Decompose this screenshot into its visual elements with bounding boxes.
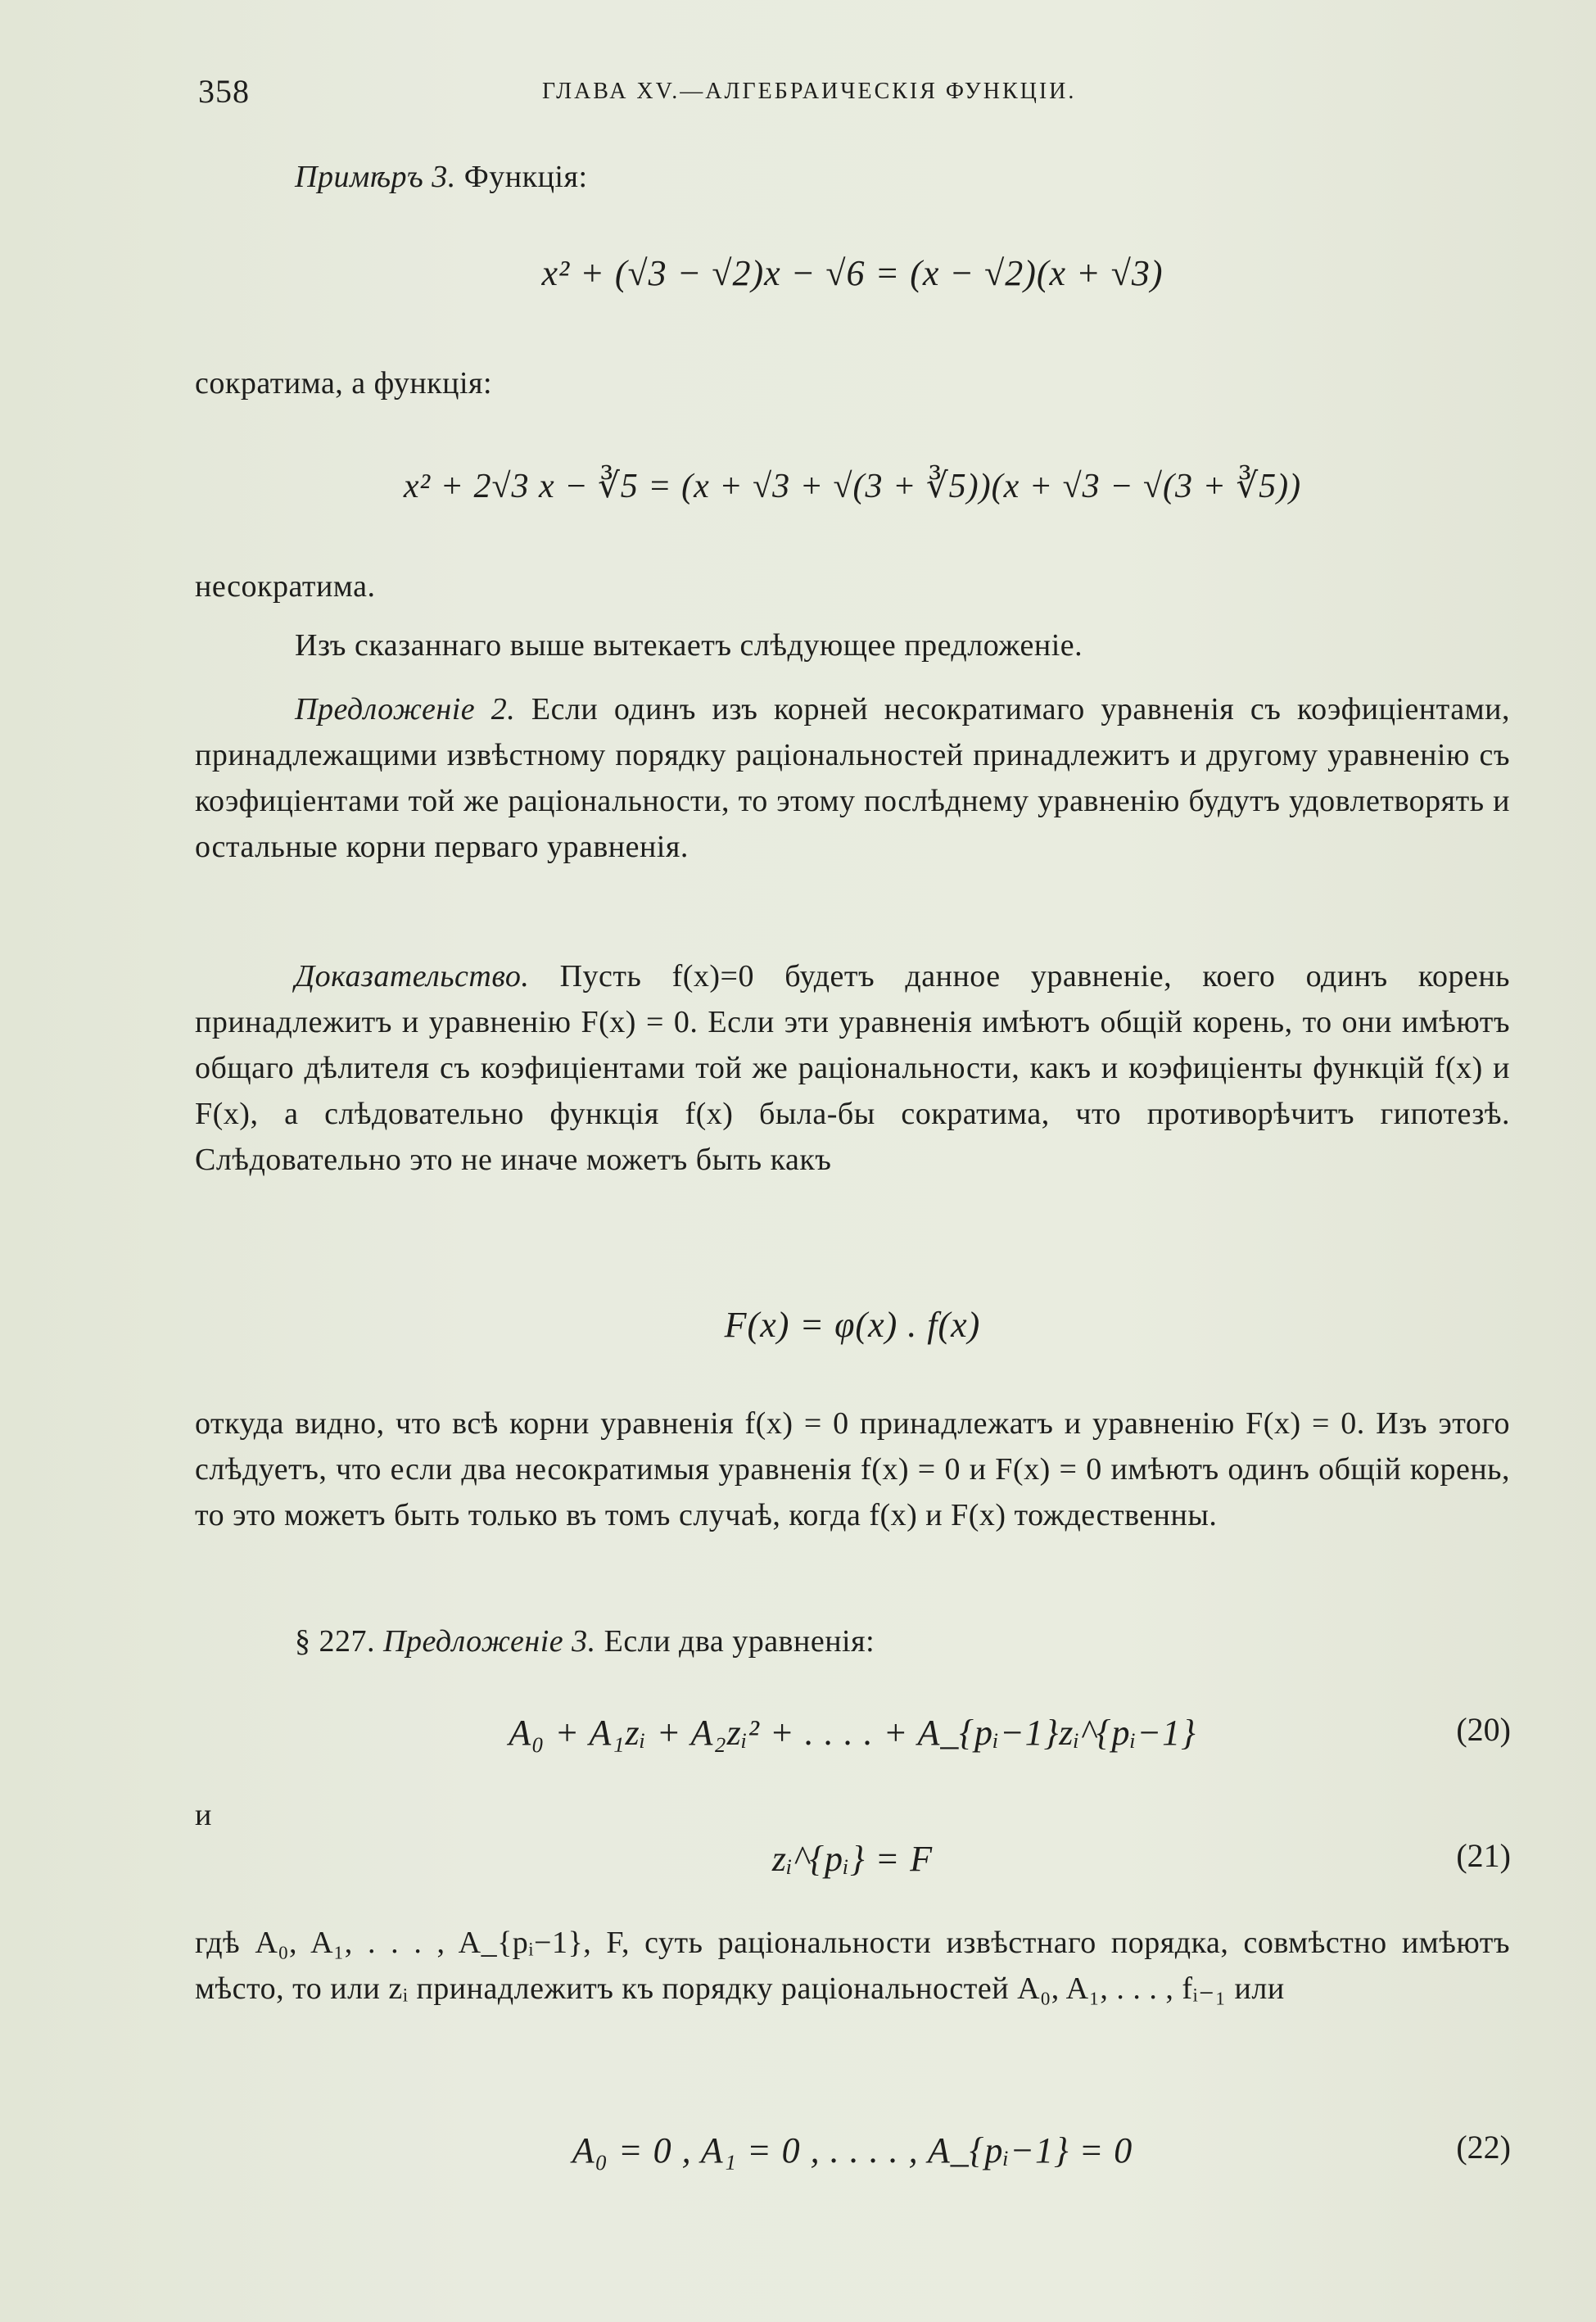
i-word: и	[195, 1798, 212, 1832]
izsk-paragraph	[195, 622, 1510, 668]
section-227-paragraph	[195, 1618, 1510, 1664]
otkuda-text: откуда видно, что всѣ корни уравненія f(x) = 0 принадлежатъ и уравненію F(x) = 0. Изъ этого слѣдуетъ, что если два несократимыя уравненія f(x) = 0 и F(x) = 0 имѣютъ одинъ общій корень, то это можетъ быть только въ томъ случаѣ, когда f(x) и F(x) тождественны.	[195, 1406, 1510, 1532]
gde-text: гдѣ A₀, A₁, . . . , A_{pᵢ−1}, F, суть раціональности извѣстнаго порядка, совмѣстно имѣютъ мѣсто, то или zᵢ принадлежитъ къ порядку раціональностей A₀, A₁, . . . , fᵢ₋₁ или	[195, 1926, 1510, 2006]
proof-lead: Доказательство.	[295, 959, 530, 994]
equation-21-number: (21)	[1456, 1837, 1511, 1874]
section-227-text: Если два уравненія:	[595, 1624, 875, 1659]
equation-22: A₀ = 0 , A₁ = 0 , . . . . , A_{pᵢ−1} = 0	[572, 2130, 1133, 2170]
otkuda-paragraph	[195, 1401, 1510, 1538]
section-mark: § 227.	[295, 1624, 375, 1659]
equation-22-number: (22)	[1456, 2129, 1511, 2166]
formula-3: F(x) = φ(x) . f(x)	[724, 1305, 981, 1345]
example-paragraph	[195, 154, 1510, 200]
i-paragraph	[195, 1792, 1510, 1838]
equation-20: A₀ + A₁zᵢ + A₂zᵢ² + . . . . + A_{pᵢ−1}zᵢ^{pᵢ−1}	[509, 1713, 1196, 1753]
sokratima-text: сократима, а функція:	[195, 366, 493, 401]
proof-paragraph	[195, 953, 1510, 1183]
equation-21: zᵢ^{pᵢ} = F	[771, 1839, 934, 1879]
sokratima-paragraph	[195, 360, 1510, 406]
proposition-2-text: Если одинъ изъ корней несократимаго уравненія съ коэфиціентами, принадлежащими извѣстному порядку раціональностей принадлежитъ и другому уравненію съ коэфиціентами той же раціональности, то этому послѣднему уравненію будутъ удовлетворять и остальные корни перваго уравненія.	[195, 692, 1510, 864]
nesokratima-text: несократима.	[195, 569, 376, 604]
gde-paragraph	[195, 1920, 1510, 2012]
page-number: 358	[198, 73, 250, 110]
page-header	[198, 72, 1512, 113]
proposition-2-paragraph	[195, 686, 1510, 870]
nesokratima-paragraph	[195, 564, 1510, 609]
example-lead: Примѣръ 3.	[295, 160, 456, 194]
formula-1: x² + (√3 − √2)x − √6 = (x − √2)(x + √3)	[541, 253, 1164, 293]
proposition-3-lead: Предложеніе 3.	[375, 1624, 596, 1659]
equation-20-number: (20)	[1456, 1711, 1511, 1748]
izsk-text: Изъ сказаннаго выше вытекаетъ слѣдующее предложеніе.	[295, 628, 1083, 663]
proof-text: Пусть f(x)=0 будетъ данное уравненіе, коего одинъ корень принадлежитъ и уравненію F(x) = 0. Если эти уравненія имѣютъ общій корень, то они имѣютъ общаго дѣлителя съ коэфиціентами той же раціональности, какъ и коэфиціенты функцій f(x) и F(x), а слѣдовательно функція f(x) была-бы сократима, что противорѣчитъ гипотезѣ. Слѣдовательно это не иначе можетъ быть какъ	[195, 959, 1510, 1177]
proposition-2-lead: Предложеніе 2.	[295, 692, 516, 726]
running-title: ГЛАВА XV.—АЛГЕБРАИЧЕСКІЯ ФУНКЦІИ.	[542, 79, 1077, 104]
formula-2: x² + 2√3 x − ∛5 = (x + √3 + √(3 + ∛5))(x + √3 − √(3 + ∛5))	[403, 468, 1302, 505]
example-text: Функція:	[455, 160, 588, 194]
